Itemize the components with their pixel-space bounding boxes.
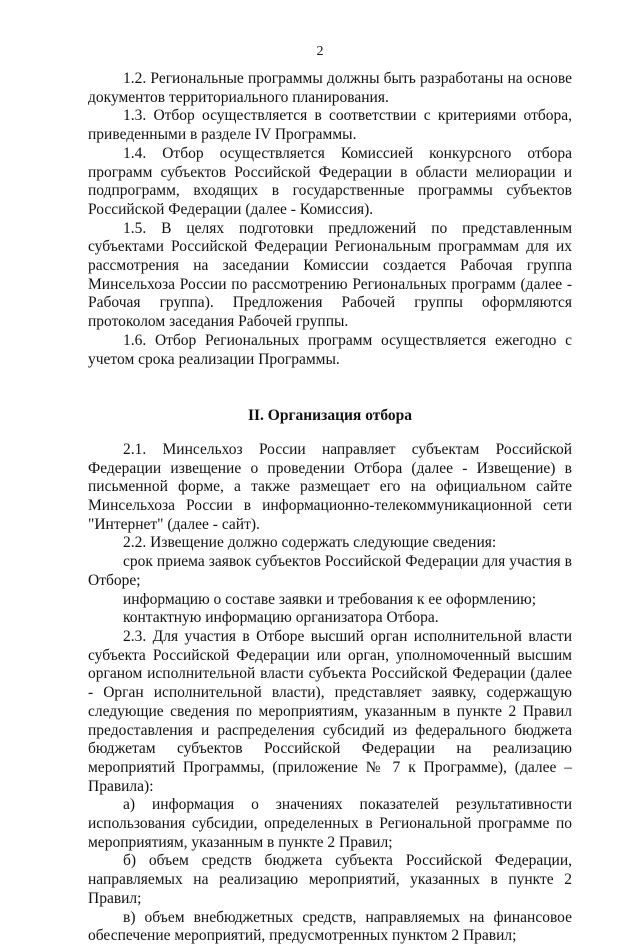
paragraph-2-3: 2.3. Для участия в Отборе высший орган исполнительной власти субъекта Российской Федерации или орган, уполномоченный высшим органом исполнительной власти субъекта Российской Федерации (далее - Орган исполнительной власти), представляет заявку, содержащую следующие сведения по мероприятиям, указанным в пункте 2 Правил предоставления и распределения субсидий из федерального бюджета бюджетам субъектов Российской Федерации на реализацию мероприятий Программы, (приложение № 7 к Программе), (далее – Правила):	[88, 627, 572, 795]
sub-item-v: в) объем внебюджетных средств, направляемых на финансовое обеспечение мероприятий, предусмотренных пунктом 2 Правил;	[88, 908, 572, 945]
list-item-requirements: информацию о составе заявки и требования к ее оформлению;	[123, 590, 537, 608]
paragraph-1-2: 1.2. Региональные программы должны быть разработаны на основе документов территориального планирования.	[88, 70, 572, 106]
paragraph-1-6: 1.6. Отбор Региональных программ осуществляется ежегодно с учетом срока реализации Программы.	[88, 331, 572, 368]
paragraph-1-3: 1.3. Отбор осуществляется в соответствии с критериями отбора, приведенными в разделе IV Программы.	[88, 107, 572, 144]
list-item-contacts: контактную информацию организатора Отбора.	[123, 609, 439, 627]
document-body	[88, 70, 572, 946]
sub-item-b: б) объем средств бюджета субъекта Российской Федерации, направляемых на реализацию мероприятий, указанных в пункте 2 Правил;	[88, 852, 572, 907]
paragraph-2-1: 2.1. Минсельхоз России направляет субъектам Российской Федерации извещение о проведении Отбора (далее - Извещение) в письменной форме, а также размещает его на официальном сайте Минсельхоза России в информационно-телекоммуникационной сети "Интернет" (далее - сайт).	[88, 440, 572, 533]
paragraph-2-2: 2.2. Извещение должно содержать следующие сведения:	[123, 534, 497, 552]
paragraph-1-4: 1.4. Отбор осуществляется Комиссией конкурсного отбора программ субъектов Российской Федерации в области мелиорации и подпрограмм, входящих в государственные программы субъектов Российской Федерации (далее - Комиссия).	[88, 144, 572, 218]
page-number: 2	[316, 44, 324, 59]
sub-item-a: а) информация о значениях показателей результативности использования субсидии, определенных в Региональной программе по мероприятиям, указанным в пункте 2 Правил;	[88, 796, 572, 851]
section-heading: II. Организация отбора	[247, 407, 413, 425]
paragraph-1-5: 1.5. В целях подготовки предложений по представленным субъектами Российской Федерации Региональным программам для их рассмотрения на заседании Комиссии создается Рабочая группа Минсельхоза России по рассмотрению Региональных программ (далее - Рабочая группа). Предложения Рабочей группы оформляются протоколом заседания Рабочей группы.	[88, 219, 572, 331]
list-item-deadline: срок приема заявок субъектов Российской Федерации для участия в Отборе;	[88, 553, 572, 589]
